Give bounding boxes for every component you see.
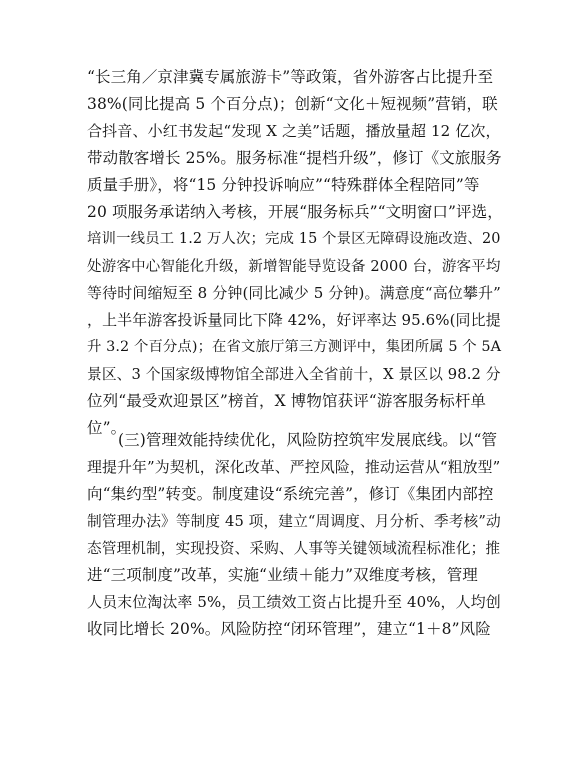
text-line: 收同比增长 20%。风险防控“闭环管理”，建立“1＋8”风险 bbox=[87, 620, 491, 638]
text-line: 带动散客增长 25%。服务标准“提档升级”，修订《文旅服务 bbox=[87, 149, 502, 167]
text-line: 合抖音、小红书发起“发现 X 之美”话题，播放量超 12 亿次， bbox=[87, 122, 501, 140]
text-line: 20 项服务承诺纳入考核，开展“服务标兵”“文明窗口”评选， bbox=[87, 203, 503, 221]
text-line: 向“集约型”转变。制度建设“系统完善”，修订《集团内部控 bbox=[87, 485, 494, 503]
text-line: 制管理办法》等制度 45 项，建立“周调度、月分析、季考核”动 bbox=[87, 513, 501, 530]
text-line: 等待时间缩短至 8 分钟(同比减少 5 分钟)。满意度“高位攀升” bbox=[87, 284, 501, 302]
text-line: 位”。 bbox=[87, 419, 127, 437]
text-line: 人员末位淘汰率 5%，员工绩效工资占比提升至 40%，人均创 bbox=[87, 593, 501, 611]
text-line: 景区、3 个国家级博物馆全部进入全省前十，X 景区以 98.2 分 bbox=[87, 366, 501, 383]
text-line: 位列“最受欢迎景区”榜首，X 博物馆获评“游客服务标杆单 bbox=[87, 392, 487, 410]
text-line: 升 3.2 个百分点)；在省文旅厅第三方测评中，集团所属 5 个 5A bbox=[87, 339, 502, 355]
text-line: 质量手册》，将“15 分钟投诉响应”“特殊群体全程陪同”等 bbox=[87, 176, 480, 194]
paragraph-tourism-service bbox=[87, 64, 505, 442]
text-line: 态管理机制，实现投资、采购、人事等关键领域流程标准化；推 bbox=[87, 540, 501, 557]
text-line: “长三角／京津冀专属旅游卡”等政策，省外游客占比提升至 bbox=[87, 68, 494, 86]
text-line: 处游客中心智能化升级，新增智能导览设备 2000 台，游客平均 bbox=[87, 258, 501, 275]
text-line: 培训一线员工 1.2 万人次；完成 15 个景区无障碍设施改造、20 bbox=[87, 231, 501, 247]
text-line: (三)管理效能持续优化，风险防控筑牢发展底线。以“管 bbox=[118, 431, 498, 449]
text-line: 进“三项制度”改革，实施“业绩＋能力”双维度考核，管理 bbox=[87, 566, 478, 584]
paragraph-management-efficiency bbox=[87, 427, 505, 643]
text-line: 理提升年”为契机，深化改革、严控风险，推动运营从“粗放型” bbox=[87, 458, 501, 476]
text-line: ，上半年游客投诉量同比下降 42%，好评率达 95.6%(同比提 bbox=[87, 311, 501, 329]
text-line: 38%(同比提高 5 个百分点)；创新“文化＋短视频”营销，联 bbox=[87, 95, 498, 113]
